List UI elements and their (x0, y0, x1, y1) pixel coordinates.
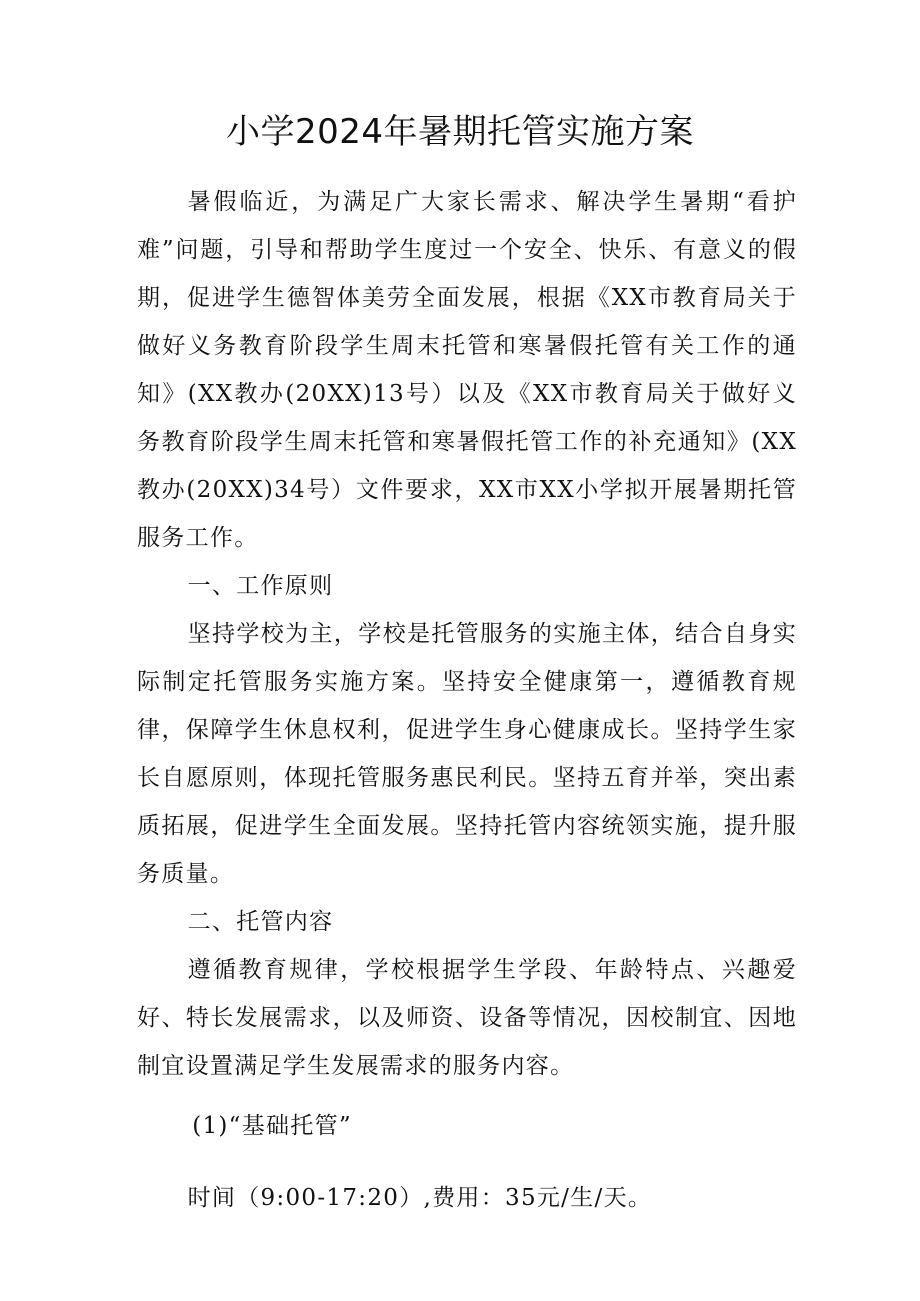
basic-care-time-fee: 时间（9:00-17:20）,费用：35元/生/天。 (187, 1185, 653, 1211)
section-heading-principles: 一、工作原则 (187, 573, 334, 599)
subsection-heading-basic-care: (1)“基础托管” (192, 1113, 352, 1139)
section-heading-content: 二、托管内容 (187, 909, 334, 935)
principles-paragraph: 坚持学校为主，学校是托管服务的实施主体，结合自身实际制定托管服务实施方案。坚持安全健康第一，遵循教育规律，保障学生休息权利，促进学生身心健康成长。坚持学生家长自愿原则，体现托管服务惠民利民。坚持五育并举，突出素质拓展，促进学生全面发展。坚持托管内容统领实施，提升服务质量。 (137, 621, 797, 887)
content-paragraph: 遵循教育规律，学校根据学生学段、年龄特点、兴趣爱好、特长发展需求，以及师资、设备等情况，因校制宜、因地制宜设置满足学生发展需求的服务内容。 (137, 957, 797, 1079)
intro-paragraph: 暑假临近，为满足广大家长需求、解决学生暑期“看护难”问题，引导和帮助学生度过一个安全、快乐、有意义的假期，促进学生德智体美劳全面发展，根据《XX市教育局关于做好义务教育阶段学生周末托管和寒暑假托管有关工作的通知》(XX教办(20XX)13号）以及《XX市教育局关于做好义务教育阶段学生周末托管和寒暑假托管工作的补充通知》(XX教办(20XX)34号）文件要求，XX市XX小学拟开展暑期托管服务工作。 (137, 189, 797, 551)
document-title: 小学2024年暑期托管实施方案 (225, 112, 695, 152)
document-body (137, 178, 797, 1222)
